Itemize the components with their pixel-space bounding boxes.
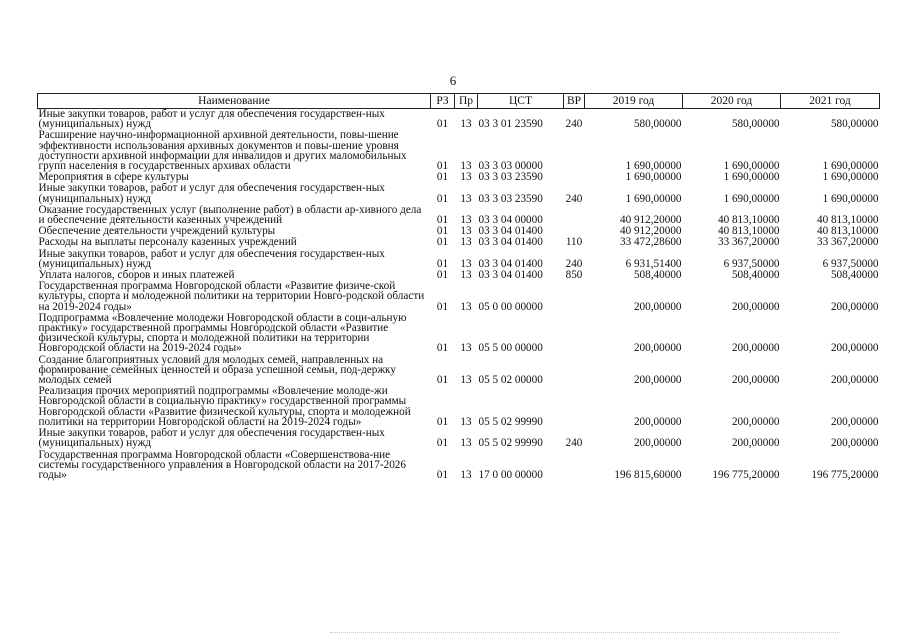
row-amount-2020: 200,00000: [731, 300, 780, 313]
header-name: Наименование: [38, 94, 431, 109]
row-amount-2021: 508,40000: [830, 269, 879, 282]
row-rz: 01: [436, 300, 449, 313]
row-amount-2019: 1 690,00000: [625, 192, 682, 205]
row-cst: 17 0 00 00000: [478, 468, 543, 481]
row-name: Иные закупки товаров, работ и услуг для обеспечения государствен-ных (муниципальных) нужд: [38, 182, 385, 205]
row-cst: 05 5 02 99990: [478, 415, 543, 428]
row-cst: 03 3 03 00000: [478, 160, 543, 173]
row-amount-2020: 40 813,10000: [717, 225, 780, 238]
row-rz: 01: [436, 214, 449, 227]
table-row: [38, 355, 880, 387]
row-rz: 01: [436, 374, 449, 387]
table-body: [38, 109, 880, 482]
row-vr: [564, 172, 585, 183]
row-amount-2019: 580,00000: [633, 118, 682, 131]
row-amount-2021: 40 813,10000: [816, 225, 879, 238]
row-name: Мероприятия в сфере культуры: [38, 171, 189, 184]
row-rz: 01: [436, 192, 449, 205]
row-rz: 01: [436, 171, 449, 184]
row-amount-2021: 196 775,20000: [811, 468, 879, 481]
row-pr: 13: [460, 236, 472, 249]
row-pr: 13: [460, 171, 472, 184]
row-name: Расширение научно-информационной архивной деятельности, повы-шение эффективности использования архивных документов и повы-шение уровня доступности архивной информации для инвалидов и других маломобильных групп населения в государственных архивах области: [38, 129, 407, 173]
row-amount-2019: 1 690,00000: [625, 171, 682, 184]
header-rz: РЗ: [431, 94, 455, 109]
row-amount-2021: 200,00000: [830, 415, 879, 428]
row-cst: 03 3 03 23590: [478, 171, 543, 184]
row-rz: 01: [436, 437, 449, 450]
row-name: Оказание государственных услуг (выполнение работ) в области ар-хивного дела и обеспечение деятельности казенных учреждений: [38, 203, 422, 227]
row-amount-2019: 200,00000: [633, 342, 682, 355]
row-pr: 13: [460, 257, 472, 270]
row-amount-2019: 200,00000: [633, 415, 682, 428]
row-cst: 05 5 00 00000: [478, 342, 543, 355]
row-amount-2020: 196 775,20000: [712, 468, 780, 481]
row-cst: 05 5 02 00000: [478, 374, 543, 387]
row-amount-2021: 1 690,00000: [822, 171, 879, 184]
row-name: Государственная программа Новгородской области «Совершенствова-ние системы государственного управления в Новгородской области на 2017-2026 годы»: [38, 448, 406, 481]
row-amount-2019: 40 912,20000: [619, 214, 682, 227]
page-number: 6: [449, 73, 457, 88]
row-amount-2021: 1 690,00000: [822, 160, 879, 173]
row-amount-2019: 200,00000: [633, 437, 682, 450]
table-row: [38, 249, 880, 270]
budget-table: [37, 93, 880, 481]
header-year-2019: 2019 год: [585, 94, 683, 109]
row-amount-2020: 200,00000: [731, 415, 780, 428]
table-header-row: [38, 94, 880, 109]
table-row: [38, 313, 880, 355]
row-name: Уплата налогов, сборов и иных платежей: [38, 269, 235, 282]
row-amount-2019: 1 690,00000: [625, 160, 682, 173]
row-amount-2021: 6 937,50000: [822, 257, 879, 270]
row-amount-2019: 508,40000: [633, 269, 682, 282]
scan-artifact-line: [330, 632, 840, 634]
row-name: Обеспечение деятельности учреждений культуры: [38, 225, 276, 238]
row-pr: 13: [460, 118, 472, 131]
row-amount-2021: 200,00000: [830, 300, 879, 313]
row-vr: [564, 355, 585, 387]
row-pr: 13: [460, 269, 472, 282]
row-amount-2020: 1 690,00000: [723, 192, 780, 205]
row-name: Подпрограмма «Вовлечение молодежи Новгородской области в соци-альную практику» государственной программы Новгородской области «Развитие физической культуры, спорта и молодежной политики на территории Новгородской области на 2019-2024 годы»: [38, 311, 407, 355]
row-amount-2020: 40 813,10000: [717, 214, 780, 227]
row-amount-2021: 40 813,10000: [816, 214, 879, 227]
row-amount-2021: 33 367,20000: [816, 236, 879, 249]
row-vr: [564, 386, 585, 428]
row-amount-2019: 40 912,20000: [619, 225, 682, 238]
row-amount-2021: 200,00000: [830, 437, 879, 450]
row-rz: 01: [436, 468, 449, 481]
row-name: Иные закупки товаров, работ и услуг для обеспечения государствен-ных (муниципальных) нужд: [38, 108, 385, 131]
row-amount-2021: 1 690,00000: [822, 192, 879, 205]
header-year-2021: 2021 год: [781, 94, 880, 109]
row-amount-2021: 200,00000: [830, 374, 879, 387]
row-cst: 03 3 04 01400: [478, 236, 543, 249]
row-pr: 13: [460, 225, 472, 238]
row-amount-2021: 580,00000: [830, 118, 879, 131]
row-amount-2020: 200,00000: [731, 374, 780, 387]
table-row: [38, 281, 880, 313]
row-rz: 01: [436, 257, 449, 270]
row-vr: 240: [565, 192, 583, 205]
row-amount-2020: 508,40000: [731, 269, 780, 282]
row-pr: 13: [460, 415, 472, 428]
table-row: [38, 450, 880, 482]
table-row: [38, 386, 880, 428]
row-amount-2019: 33 472,28600: [619, 236, 682, 249]
row-rz: 01: [436, 225, 449, 238]
row-cst: 03 3 04 01400: [478, 269, 543, 282]
row-cst: 03 3 04 00000: [478, 214, 543, 227]
row-amount-2021: 200,00000: [830, 342, 879, 355]
row-cst: 03 3 04 01400: [478, 225, 543, 238]
header-cst: ЦСТ: [478, 94, 564, 109]
row-vr: [564, 450, 585, 482]
row-pr: 13: [460, 192, 472, 205]
row-cst: 03 3 04 01400: [478, 257, 543, 270]
row-name: Государственная программа Новгородской области «Развитие физиче-ской культуры, спорта и молодежной политики на территории Новго-родской области на 2019-2024 годы»: [38, 280, 425, 313]
row-vr: [564, 313, 585, 355]
table-row: [38, 205, 880, 226]
row-pr: 13: [460, 468, 472, 481]
row-name: Расходы на выплаты персоналу казенных учреждений: [38, 236, 297, 249]
row-rz: 01: [436, 236, 449, 249]
row-name: Иные закупки товаров, работ и услуг для обеспечения государствен-ных (муниципальных) нужд: [38, 247, 385, 270]
row-cst: 03 3 03 23590: [478, 192, 543, 205]
row-vr: 240: [565, 257, 583, 270]
row-vr: [564, 130, 585, 172]
row-rz: 01: [436, 118, 449, 131]
table-row: [38, 428, 880, 449]
table-row: [38, 237, 880, 248]
row-cst: 05 0 00 00000: [478, 300, 543, 313]
row-amount-2020: 6 937,50000: [723, 257, 780, 270]
row-amount-2019: 200,00000: [633, 300, 682, 313]
row-rz: 01: [436, 415, 449, 428]
table-row: [38, 130, 880, 172]
row-amount-2019: 196 815,60000: [614, 468, 682, 481]
row-name: Реализация прочих мероприятий подпрограммы «Вовлечение молоде-жи Новгородской области в социальную практику» государственной программы Новгородской области «Развитие физической культуры, спорта и молодежной политики на территории Новгородской области на 2019-2024 годы»: [38, 385, 411, 428]
row-cst: 05 5 02 99990: [478, 437, 543, 450]
header-year-2020: 2020 год: [683, 94, 781, 109]
row-vr: 110: [565, 236, 583, 249]
row-name: Создание благоприятных условий для молодых семей, направленных на формирование семейных ценностей и образа успешной семьи, под-держку молодых семей: [38, 353, 396, 387]
row-rz: 01: [436, 269, 449, 282]
row-cst: 03 3 01 23590: [478, 118, 543, 131]
table-row: [38, 109, 880, 131]
row-pr: 13: [460, 342, 472, 355]
table-row: [38, 183, 880, 204]
row-amount-2019: 6 931,51400: [625, 257, 682, 270]
row-vr: 850: [565, 269, 583, 282]
header-pr: Пр: [455, 94, 478, 109]
row-pr: 13: [460, 374, 472, 387]
row-pr: 13: [460, 437, 472, 450]
row-amount-2020: 200,00000: [731, 342, 780, 355]
row-amount-2020: 33 367,20000: [717, 236, 780, 249]
row-amount-2020: 200,00000: [731, 437, 780, 450]
row-vr: [564, 205, 585, 226]
row-vr: [564, 281, 585, 313]
row-rz: 01: [436, 160, 449, 173]
row-pr: 13: [460, 160, 472, 173]
row-amount-2020: 1 690,00000: [723, 171, 780, 184]
row-vr: 240: [565, 437, 583, 450]
header-vr: ВР: [564, 94, 585, 109]
row-amount-2020: 580,00000: [731, 118, 780, 131]
row-amount-2020: 1 690,00000: [723, 160, 780, 173]
row-amount-2019: 200,00000: [633, 374, 682, 387]
row-pr: 13: [460, 300, 472, 313]
row-pr: 13: [460, 214, 472, 227]
row-vr: 240: [565, 118, 583, 131]
row-name: Иные закупки товаров, работ и услуг для обеспечения государствен-ных (муниципальных) нужд: [38, 427, 385, 450]
row-rz: 01: [436, 342, 449, 355]
